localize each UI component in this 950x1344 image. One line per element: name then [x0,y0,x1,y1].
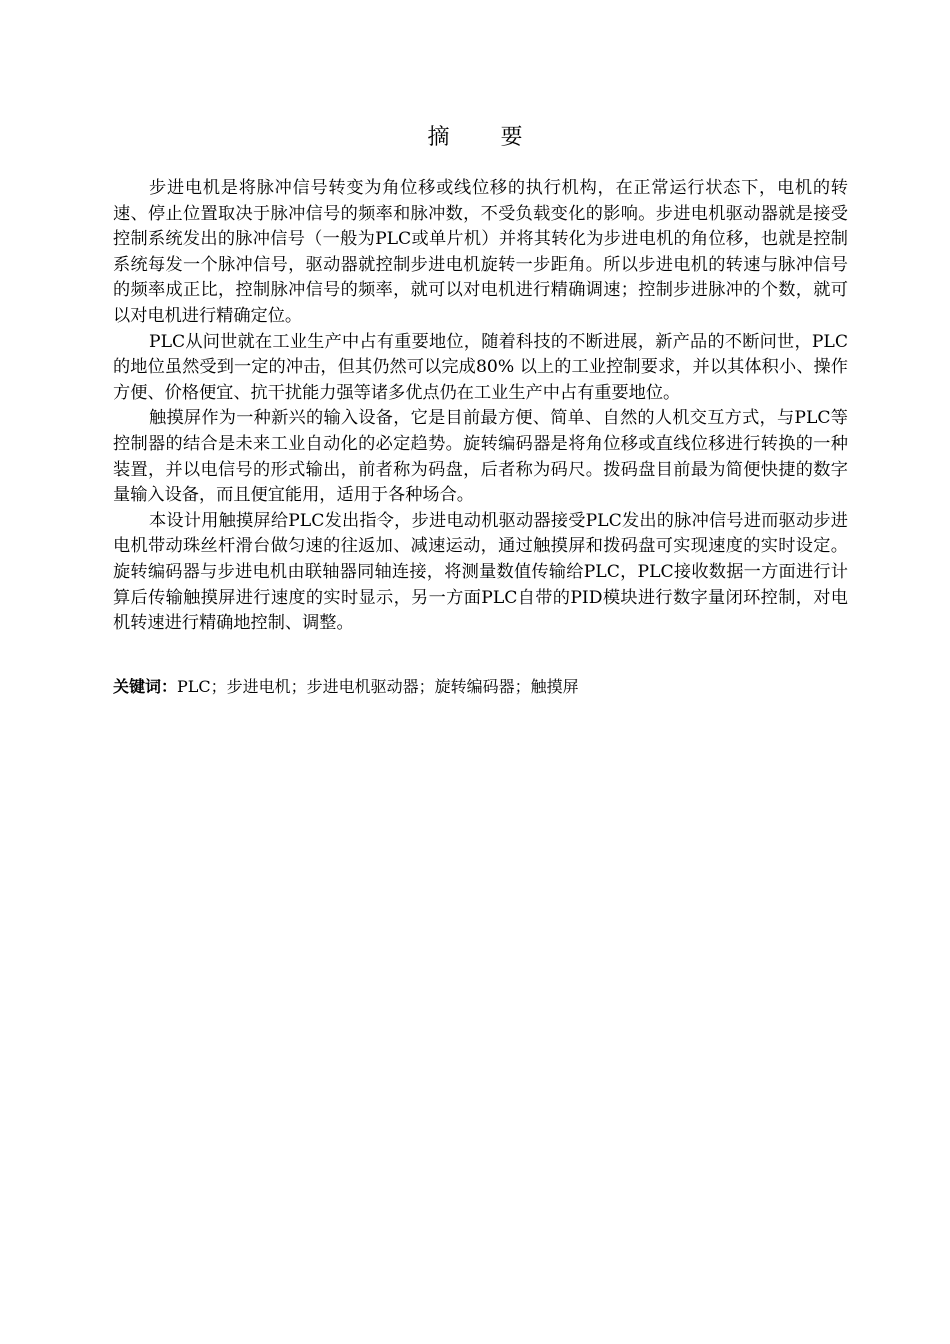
abstract-body [113,176,848,637]
keywords-line [113,675,848,699]
abstract-title: 摘 要 [427,125,545,150]
abstract-paragraph: 步进电机是将脉冲信号转变为角位移或线位移的执行机构，在正常运行状态下，电机的转速、停止位置取决于脉冲信号的频率和脉冲数，不受负载变化的影响。步进电机驱动器就是接受控制系统发出的脉冲信号（一般为PLC或单片机）并将其转化为步进电机的角位移，也就是控制系统每发一个脉冲信号，驱动器就控制步进电机旋转一步距角。所以步进电机的转速与脉冲信号的频率成正比，控制脉冲信号的频率，就可以对电机进行精确调速；控制步进脉冲的个数，就可以对电机进行精确定位。 [113,178,848,326]
abstract-paragraph: PLC从问世就在工业生产中占有重要地位，随着科技的不断进展，新产品的不断问世，PLC的地位虽然受到一定的冲击，但其仍然可以完成80% 以上的工业控制要求，并以其体积小、操作方便、价格便宜、抗干扰能力强等诸多优点仍在工业生产中占有重要地位。 [113,331,848,403]
abstract-paragraph: 本设计用触摸屏给PLC发出指令，步进电动机驱动器接受PLC发出的脉冲信号进而驱动步进电机带动珠丝杆滑台做匀速的往返加、减速运动，通过触摸屏和拨码盘可实现速度的实时设定。旋转编码器与步进电机由联轴器同轴连接，将测量数值传输给PLC，PLC接收数据一方面进行计算后传输触摸屏进行速度的实时显示，另一方面PLC自带的PID模块进行数字量闭环控制，对电机转速进行精确地控制、调整。 [113,510,848,634]
keywords-text: PLC；步进电机；步进电机驱动器；旋转编码器；触摸屏 [177,677,579,696]
keywords-label: 关键词： [113,677,178,696]
abstract-paragraph: 触摸屏作为一种新兴的输入设备，它是目前最方便、简单、自然的人机交互方式，与PLC等控制器的结合是未来工业自动化的必定趋势。旋转编码器是将角位移或直线位移进行转换的一种装置，并以电信号的形式输出，前者称为码盘，后者称为码尺。拨码盘目前最为简便快捷的数字量输入设备，而且便宜能用，适用于各种场合。 [113,408,848,506]
